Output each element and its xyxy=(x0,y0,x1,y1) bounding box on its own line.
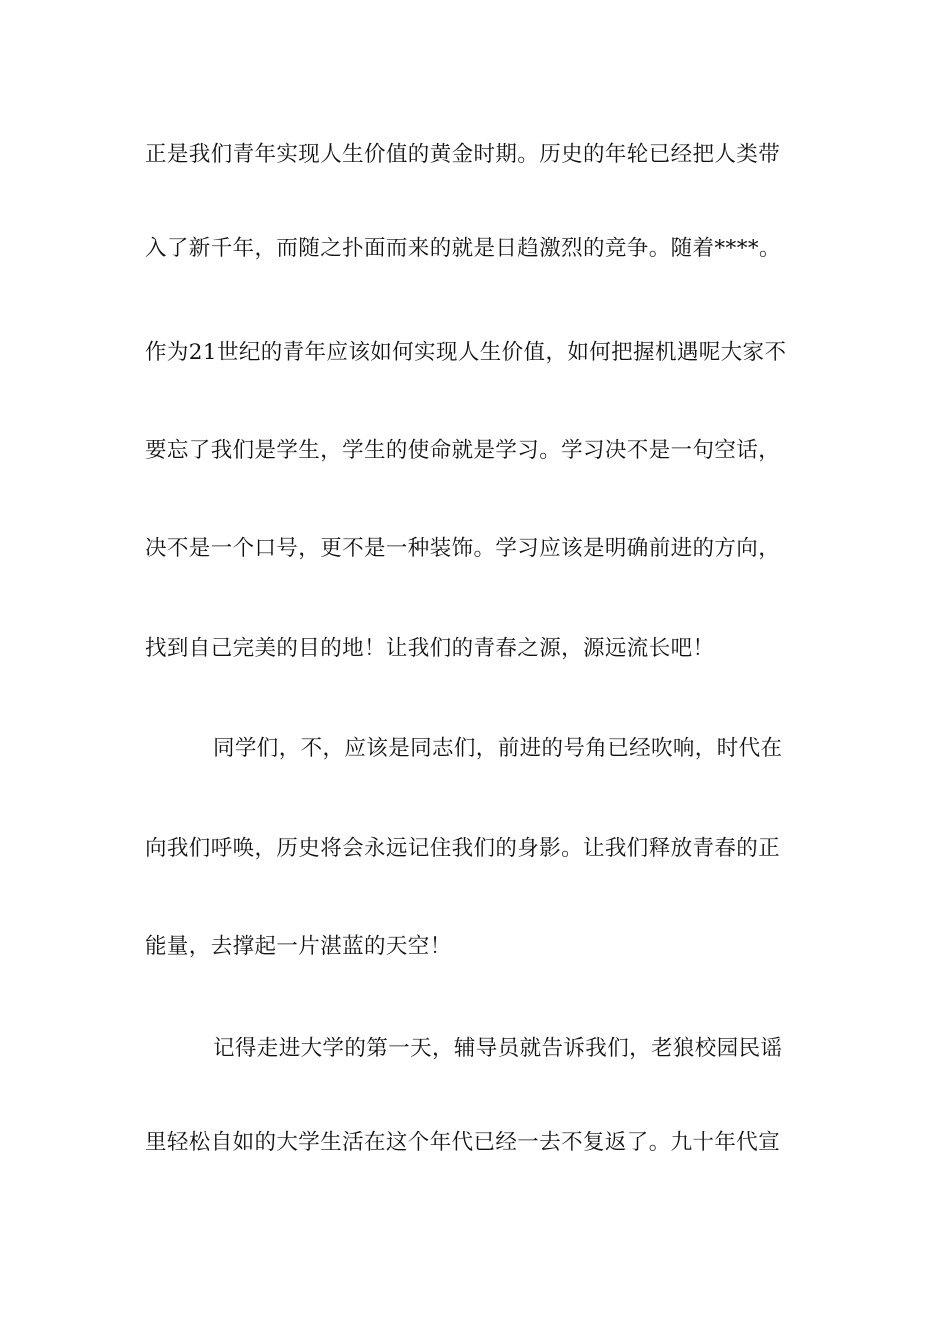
text-line: 入了新千年，而随之扑面而来的就是日趋激烈的竞争。随着****。 xyxy=(145,236,781,261)
text-line: 作为21世纪的青年应该如何实现人生价值，如何把握机遇呢大家不 xyxy=(145,340,787,365)
text-line: 里轻松自如的大学生活在这个年代已经一去不复返了。九十年代宣 xyxy=(145,1130,781,1155)
text-line: 要忘了我们是学生，学生的使命就是学习。学习决不是一句空话， xyxy=(145,438,781,463)
text-line: 找到自己完美的目的地！让我们的青春之源，源远流长吧！ xyxy=(145,636,715,661)
paragraph-first-line: 同学们，不，应该是同志们，前进的号角已经吹响，时代在 xyxy=(213,736,783,761)
text-line: 向我们呼唤，历史将会永远记住我们的身影。让我们释放青春的正 xyxy=(145,836,781,861)
text-line: 决不是一个口号，更不是一种装饰。学习应该是明确前进的方向， xyxy=(145,536,781,561)
text-line: 正是我们青年实现人生价值的黄金时期。历史的年轮已经把人类带 xyxy=(145,142,781,167)
text-line: 能量，去撑起一片湛蓝的天空！ xyxy=(145,934,452,959)
paragraph-first-line: 记得走进大学的第一天，辅导员就告诉我们，老狼校园民谣 xyxy=(213,1036,783,1061)
